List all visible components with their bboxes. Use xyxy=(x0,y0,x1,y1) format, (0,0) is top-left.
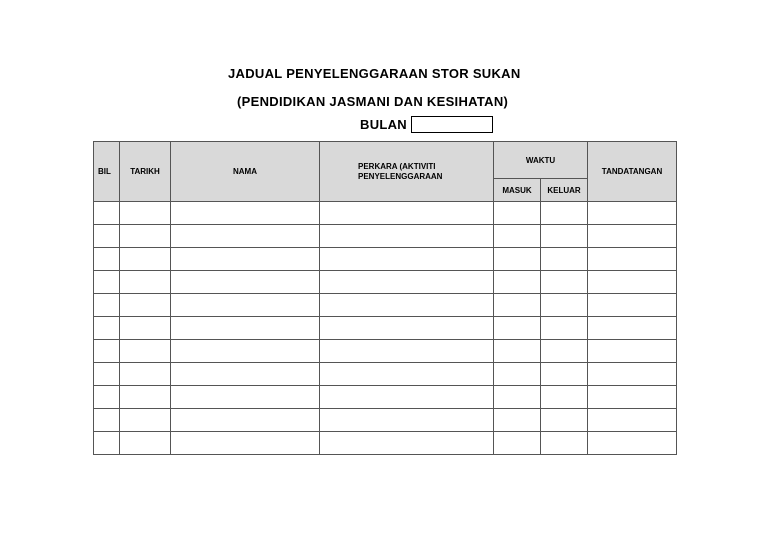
cell-masuk[interactable] xyxy=(494,409,541,432)
cell-tandatangan[interactable] xyxy=(588,202,677,225)
table-row xyxy=(94,202,677,225)
table-row xyxy=(94,386,677,409)
cell-tarikh[interactable] xyxy=(120,225,171,248)
cell-tarikh[interactable] xyxy=(120,271,171,294)
cell-perkara[interactable] xyxy=(320,202,494,225)
cell-nama[interactable] xyxy=(171,248,320,271)
cell-nama[interactable] xyxy=(171,363,320,386)
cell-tarikh[interactable] xyxy=(120,409,171,432)
table-row xyxy=(94,294,677,317)
cell-tarikh[interactable] xyxy=(120,340,171,363)
cell-masuk[interactable] xyxy=(494,317,541,340)
cell-tandatangan[interactable] xyxy=(588,225,677,248)
cell-bil[interactable] xyxy=(94,363,120,386)
cell-tarikh[interactable] xyxy=(120,202,171,225)
cell-tarikh[interactable] xyxy=(120,248,171,271)
table-row xyxy=(94,409,677,432)
cell-nama[interactable] xyxy=(171,225,320,248)
table-row xyxy=(94,271,677,294)
cell-masuk[interactable] xyxy=(494,225,541,248)
cell-masuk[interactable] xyxy=(494,386,541,409)
cell-bil[interactable] xyxy=(94,432,120,455)
table-row xyxy=(94,432,677,455)
month-row xyxy=(360,114,493,134)
header-tarikh: TARIKH xyxy=(120,142,171,202)
cell-nama[interactable] xyxy=(171,432,320,455)
header-keluar: KELUAR xyxy=(541,179,588,202)
cell-nama[interactable] xyxy=(171,294,320,317)
cell-nama[interactable] xyxy=(171,271,320,294)
cell-tandatangan[interactable] xyxy=(588,386,677,409)
header-masuk: MASUK xyxy=(494,179,541,202)
header-perkara-line1: PERKARA (AKTIVITI xyxy=(358,161,436,171)
header-nama: NAMA xyxy=(171,142,320,202)
cell-masuk[interactable] xyxy=(494,294,541,317)
document-subtitle: (PENDIDIKAN JASMANI DAN KESIHATAN) xyxy=(237,94,509,109)
cell-perkara[interactable] xyxy=(320,432,494,455)
cell-masuk[interactable] xyxy=(494,271,541,294)
cell-nama[interactable] xyxy=(171,317,320,340)
cell-bil[interactable] xyxy=(94,409,120,432)
cell-bil[interactable] xyxy=(94,202,120,225)
cell-keluar[interactable] xyxy=(541,248,588,271)
cell-masuk[interactable] xyxy=(494,363,541,386)
cell-masuk[interactable] xyxy=(494,340,541,363)
cell-nama[interactable] xyxy=(171,340,320,363)
cell-keluar[interactable] xyxy=(541,225,588,248)
cell-tandatangan[interactable] xyxy=(588,363,677,386)
month-input-box[interactable] xyxy=(411,116,493,133)
cell-keluar[interactable] xyxy=(541,340,588,363)
cell-masuk[interactable] xyxy=(494,202,541,225)
cell-tarikh[interactable] xyxy=(120,363,171,386)
header-perkara xyxy=(320,142,494,202)
cell-keluar[interactable] xyxy=(541,386,588,409)
cell-bil[interactable] xyxy=(94,271,120,294)
cell-bil[interactable] xyxy=(94,248,120,271)
cell-nama[interactable] xyxy=(171,409,320,432)
cell-nama[interactable] xyxy=(171,202,320,225)
header-tandatangan: TANDATANGAN xyxy=(588,142,677,202)
document-title: JADUAL PENYELENGGARAAN STOR SUKAN xyxy=(228,66,521,81)
table-row xyxy=(94,248,677,271)
cell-masuk[interactable] xyxy=(494,248,541,271)
cell-keluar[interactable] xyxy=(541,363,588,386)
cell-keluar[interactable] xyxy=(541,317,588,340)
cell-bil[interactable] xyxy=(94,225,120,248)
cell-tandatangan[interactable] xyxy=(588,340,677,363)
table-row xyxy=(94,363,677,386)
header-perkara-line2: PENYELENGGARAAN xyxy=(358,171,443,181)
cell-perkara[interactable] xyxy=(320,248,494,271)
cell-tandatangan[interactable] xyxy=(588,432,677,455)
cell-bil[interactable] xyxy=(94,340,120,363)
cell-nama[interactable] xyxy=(171,386,320,409)
cell-tarikh[interactable] xyxy=(120,432,171,455)
cell-perkara[interactable] xyxy=(320,409,494,432)
cell-bil[interactable] xyxy=(94,386,120,409)
maintenance-register-table xyxy=(93,141,677,455)
cell-masuk[interactable] xyxy=(494,432,541,455)
cell-perkara[interactable] xyxy=(320,340,494,363)
cell-tandatangan[interactable] xyxy=(588,409,677,432)
cell-perkara[interactable] xyxy=(320,294,494,317)
cell-bil[interactable] xyxy=(94,294,120,317)
cell-tandatangan[interactable] xyxy=(588,248,677,271)
cell-keluar[interactable] xyxy=(541,409,588,432)
cell-perkara[interactable] xyxy=(320,386,494,409)
cell-perkara[interactable] xyxy=(320,317,494,340)
cell-tandatangan[interactable] xyxy=(588,294,677,317)
cell-keluar[interactable] xyxy=(541,271,588,294)
cell-tandatangan[interactable] xyxy=(588,317,677,340)
cell-tarikh[interactable] xyxy=(120,294,171,317)
header-bil: BIL xyxy=(94,142,120,202)
cell-keluar[interactable] xyxy=(541,432,588,455)
cell-keluar[interactable] xyxy=(541,202,588,225)
header-waktu: WAKTU xyxy=(494,142,588,179)
cell-tarikh[interactable] xyxy=(120,317,171,340)
cell-tandatangan[interactable] xyxy=(588,271,677,294)
cell-bil[interactable] xyxy=(94,317,120,340)
cell-keluar[interactable] xyxy=(541,294,588,317)
cell-perkara[interactable] xyxy=(320,271,494,294)
table-row xyxy=(94,317,677,340)
table-row xyxy=(94,225,677,248)
register-body xyxy=(94,202,677,455)
month-label: BULAN xyxy=(360,116,407,132)
cell-tarikh[interactable] xyxy=(120,386,171,409)
table-row xyxy=(94,340,677,363)
cell-perkara[interactable] xyxy=(320,225,494,248)
cell-perkara[interactable] xyxy=(320,363,494,386)
